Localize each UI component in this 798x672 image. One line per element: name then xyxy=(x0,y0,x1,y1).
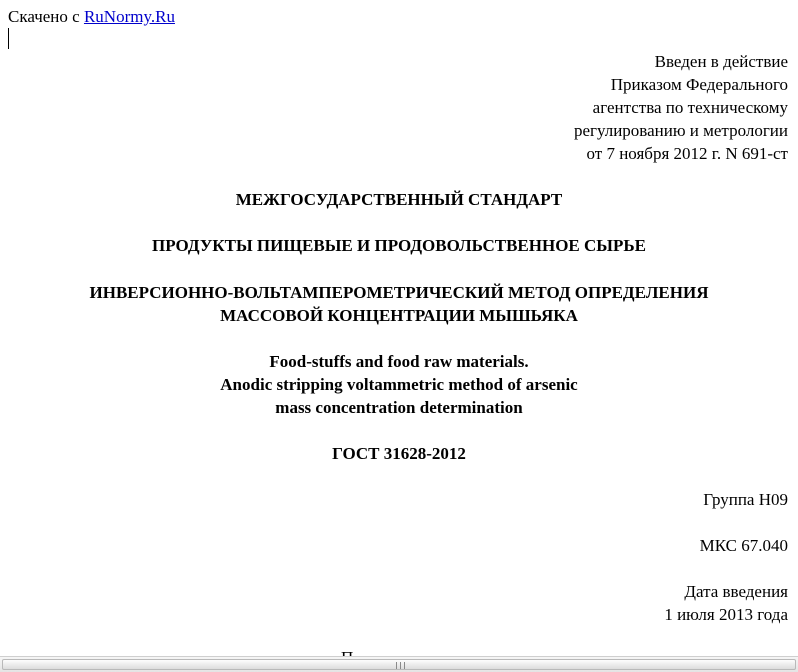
enactment-line-4: регулированию и метрологии xyxy=(573,121,788,140)
scrollbar-thumb[interactable] xyxy=(2,659,796,670)
enactment-line-3: агентства по техническому xyxy=(592,98,788,117)
source-line xyxy=(8,5,175,28)
intro-date-value: 1 июля 2013 года xyxy=(664,605,788,624)
mks-code: МКС 67.040 xyxy=(699,536,788,555)
text-cursor xyxy=(8,28,9,49)
enactment-line-2: Приказом Федерального xyxy=(610,75,788,94)
title-en-line-3: mass concentration determination xyxy=(275,398,523,417)
title-en-line-1: Food-stuffs and food raw materials. xyxy=(269,352,529,371)
title-ru-line-2: ИНВЕРСИОННО-ВОЛЬТАМПЕРОМЕТРИЧЕСКИЙ МЕТОД ОПРЕДЕЛЕНИЯ xyxy=(89,283,709,302)
enactment-line-1: Введен в действие xyxy=(654,52,788,71)
intro-date-label: Дата введения xyxy=(684,582,788,601)
scrollbar-grip-icon xyxy=(396,662,408,669)
horizontal-scrollbar[interactable] xyxy=(0,656,798,672)
title-ru-line-1: ПРОДУКТЫ ПИЩЕВЫЕ И ПРОДОВОЛЬСТВЕННОЕ СЫРЬЕ xyxy=(152,236,646,255)
title-ru-line-3: МАССОВОЙ КОНЦЕНТРАЦИИ МЫШЬЯКА xyxy=(220,306,578,325)
title-en-line-2: Anodic stripping voltammetric method of arsenic xyxy=(220,375,578,394)
group-code: Группа Н09 xyxy=(703,490,788,509)
runormy-link[interactable]: RuNormy.Ru xyxy=(83,7,175,26)
gost-designation: ГОСТ 31628-2012 xyxy=(332,444,466,463)
standard-type-heading: МЕЖГОСУДАРСТВЕННЫЙ СТАНДАРТ xyxy=(235,190,563,209)
source-prefix: Скачено с xyxy=(8,7,84,26)
enactment-line-5: от 7 ноября 2012 г. N 691-ст xyxy=(586,144,788,163)
